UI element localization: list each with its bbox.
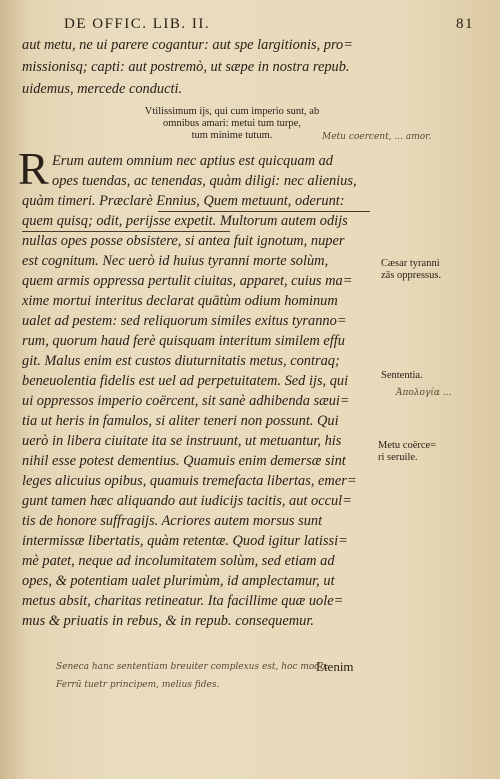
text-line: uerò in libera ciuitate ita se instruunt, ut metuantur, his xyxy=(22,433,342,449)
catchword: Etenim xyxy=(316,659,354,674)
text-line: uidemus, mercede conducti. xyxy=(22,81,183,97)
text-line: tis de honore suffragijs. Acriores autem morsus sunt xyxy=(22,513,323,529)
text-line: aut metu, ne ui parere cogantur: aut spe largitionis, pro= xyxy=(22,37,353,53)
quote-underline xyxy=(158,211,370,212)
text-line: Erum autem omnium nec aptius est quicquam ad xyxy=(52,153,333,169)
folio-number: 81 xyxy=(456,16,474,32)
marginal-note-line: Cæsar tyranni xyxy=(381,258,440,269)
text-line: metus absit, charitas retineatur. Ita facillime quæ uole= xyxy=(22,593,344,609)
drop-capital: R xyxy=(18,143,49,194)
text-line: ui oppressos imperio coërcent, sit sanè adhibenda sæui= xyxy=(22,393,350,409)
handwritten-note-top: Metu coercent, ... amor. xyxy=(322,132,432,142)
marginal-note-sententia: Sententia. xyxy=(381,370,423,381)
text-line: beneuolentia fidelis est uel ad perpetuitatem. Sed ijs, qui xyxy=(22,373,349,389)
marginal-note-line: ri seruile. xyxy=(378,452,418,463)
text-line: est cognitum. Nec uerò id huius tyranni morte solùm, xyxy=(22,253,329,269)
marginal-note-metu xyxy=(378,440,436,464)
marginal-note-line: zās oppressus. xyxy=(381,270,442,281)
marginal-note-line: Metu coërce= xyxy=(378,440,437,451)
section-heading-line: Vtilissimum ijs, qui cum imperio sunt, ab xyxy=(144,106,320,117)
text-line: rum, quorum haud ferè quisquam interitum similem effu xyxy=(22,333,345,349)
page-header xyxy=(64,16,474,38)
text-line: leges alicuius opibus, quamuis tremefacta libertas, emer= xyxy=(22,473,357,489)
handwritten-note-bottom: Seneca hanc sententiam breuiter complexus est, hoc modo: xyxy=(56,662,329,672)
text-line: mè patet, neque ad incolumitatem solùm, sed etiam ad xyxy=(22,553,335,569)
text-line: gunt tamen hæc aliquando aut iudicijs tacitis, aut occul= xyxy=(22,493,352,509)
text-line: opes, & potentiam ualet plurimùm, id amplectamur, ut xyxy=(22,573,335,589)
text-line: quem quisq; odit, perijsse expetit. Multorum autem odijs xyxy=(22,213,348,229)
text-line: opes tuendas, ac tenendas, quàm diligi: nec alienius, xyxy=(52,173,357,189)
text-line: nihil esse potest dementius. Quamuis enim demersæ sint xyxy=(22,453,346,469)
section-heading-line: tum minime tutum. xyxy=(191,130,273,141)
text-line: xime mortui interitus declarat quātùm odium hominum xyxy=(22,293,338,309)
text-line: mus & priuatis in rebus, & in repub. consequemur. xyxy=(22,613,314,629)
text-line: git. Malus enim est custos diuturnitatis metus, contraq; xyxy=(22,353,340,369)
text-line: tia ut heris in famulos, si aliter teneri non possunt. Qui xyxy=(22,413,339,429)
handwritten-note-bottom: Ferrū tuetr principem, melius fides. xyxy=(56,680,220,690)
running-title: DE OFFIC. LIB. II. xyxy=(64,16,211,32)
marginal-note-caesar xyxy=(381,258,441,282)
text-line: quem armis oppressa pertulit ciuitas, apparet, cuius ma= xyxy=(22,273,353,289)
text-line: nullas opes posse obsistere, si antea fuit ignotum, nuper xyxy=(22,233,345,249)
quote-underline xyxy=(22,231,230,232)
handwritten-note-greek: Ἀπολογία ... xyxy=(396,388,452,398)
text-line: missionisq; capti: aut postremò, ut sæpe in nostra repub. xyxy=(22,59,350,75)
text-line: quàm timeri. Præclarè Ennius, Quem metuunt, oderunt: xyxy=(22,193,345,209)
text-line: intermissæ libertatis, quàm retentæ. Quod igitur latissi= xyxy=(22,533,348,549)
section-heading-line: omnibus amari: metui tum turpe, xyxy=(163,118,301,129)
text-line: ualet ad pestem: sed reliquorum similes exitus tyranno= xyxy=(22,313,347,329)
